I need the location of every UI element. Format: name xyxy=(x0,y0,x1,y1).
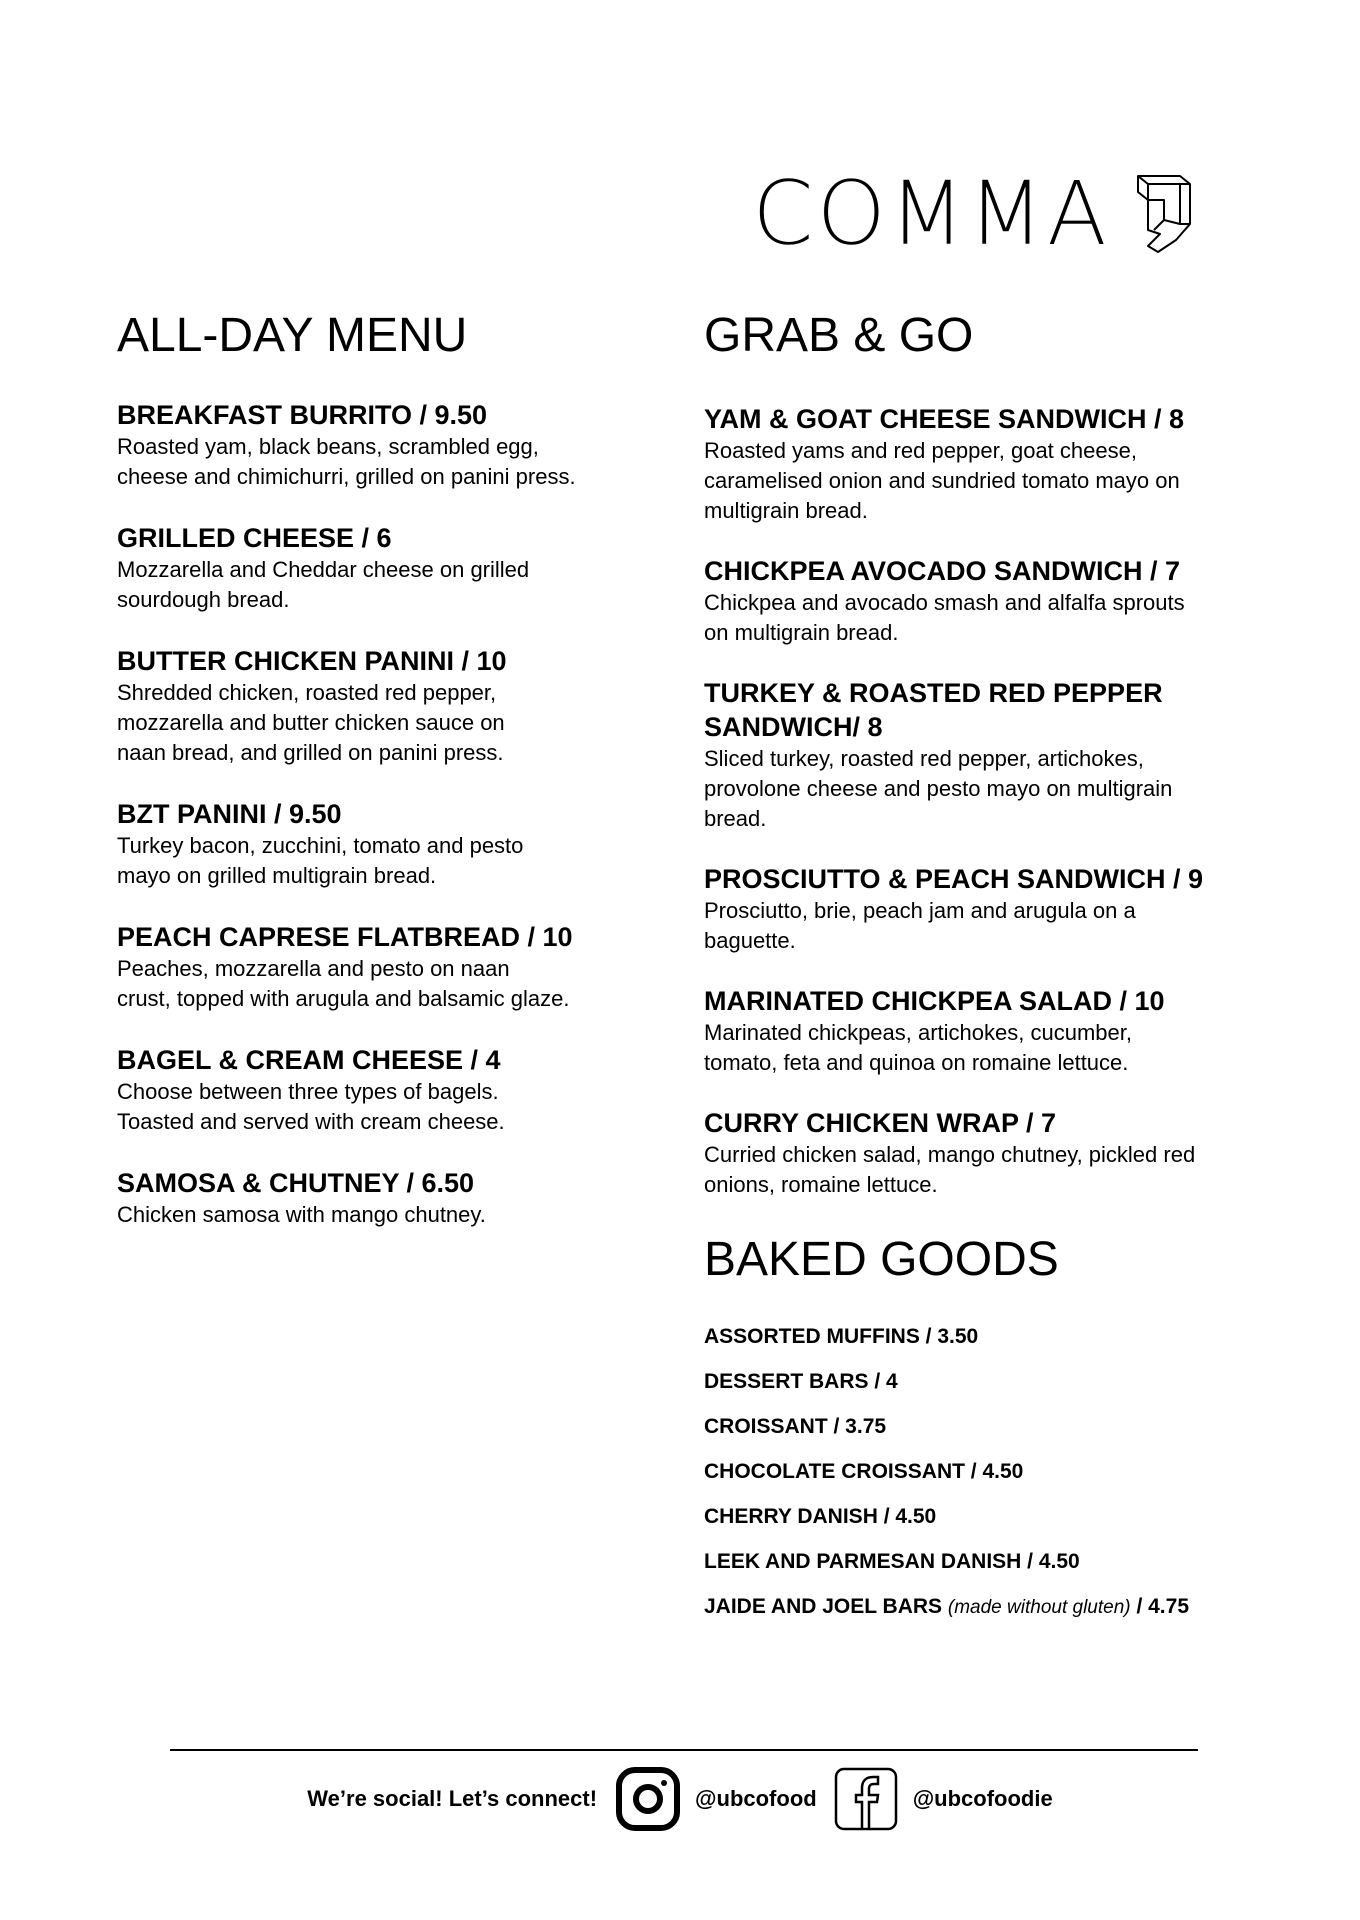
menu-item xyxy=(117,644,637,768)
menu-item-description-line: mayo on grilled multigrain bread. xyxy=(117,863,437,888)
menu-item-title: PEACH CAPRESE FLATBREAD / 10 xyxy=(117,922,573,952)
baked-item xyxy=(704,1584,1264,1630)
baked-item: LEEK AND PARMESAN DANISH / 4.50 xyxy=(704,1550,1080,1573)
menu-item xyxy=(117,797,637,891)
menu-item xyxy=(704,554,1264,648)
menu-item-description-line: Prosciutto, brie, peach jam and arugula on a xyxy=(704,898,1136,923)
menu-item-title xyxy=(704,402,1264,436)
menu-item-title xyxy=(704,862,1264,896)
menu-item-title xyxy=(704,554,1264,588)
menu-item xyxy=(117,1043,637,1137)
menu-item-description-line: Marinated chickpeas, artichokes, cucumber, xyxy=(704,1020,1132,1045)
menu-item-title xyxy=(704,984,1264,1018)
all-day-menu-title: ALL-DAY MENU xyxy=(117,309,468,362)
menu-item-title-line: MARINATED CHICKPEA SALAD / 10 xyxy=(704,986,1165,1016)
menu-item-title-line: YAM & GOAT CHEESE SANDWICH / 8 xyxy=(704,404,1185,434)
menu-item-title: BAGEL & CREAM CHEESE / 4 xyxy=(117,1045,501,1075)
menu-item-title xyxy=(704,676,1264,744)
menu-item xyxy=(704,1106,1264,1200)
menu-item-description-line: crust, topped with arugula and balsamic glaze. xyxy=(117,986,570,1011)
baked-item: CHERRY DANISH / 4.50 xyxy=(704,1505,937,1528)
menu-item-description xyxy=(117,954,637,1014)
menu-item xyxy=(117,920,637,1014)
menu-item-description xyxy=(704,1140,1264,1200)
grab-and-go-title: GRAB & GO xyxy=(704,309,974,362)
menu-item-description xyxy=(117,555,637,615)
menu-item-description xyxy=(117,678,637,768)
instagram-icon[interactable] xyxy=(615,1766,681,1832)
menu-item-description-line: Peaches, mozzarella and pesto on naan xyxy=(117,956,510,981)
menu-item-description-line: provolone cheese and pesto mayo on multigrain xyxy=(704,776,1173,801)
menu-item xyxy=(704,862,1264,956)
menu-item-description xyxy=(117,1077,637,1137)
menu-item-description xyxy=(704,588,1264,648)
facebook-icon[interactable] xyxy=(833,1766,899,1832)
baked-item-name: JAIDE AND JOEL BARS xyxy=(704,1595,943,1618)
menu-item-description xyxy=(117,1200,637,1230)
menu-item-description xyxy=(117,432,637,492)
menu-item-description-line: caramelised onion and sundried tomato mayo on xyxy=(704,468,1180,493)
menu-item-title: BREAKFAST BURRITO / 9.50 xyxy=(117,400,488,430)
comma-logo-icon xyxy=(1134,174,1192,254)
menu-item-description-line: Turkey bacon, zucchini, tomato and pesto xyxy=(117,833,524,858)
menu-item-title: SAMOSA & CHUTNEY / 6.50 xyxy=(117,1168,475,1198)
menu-item-description-line: sourdough bread. xyxy=(117,587,290,612)
menu-item-description xyxy=(704,896,1264,956)
menu-item-description-line: Shredded chicken, roasted red pepper, xyxy=(117,680,497,705)
menu-item-description-line: Roasted yams and red pepper, goat cheese, xyxy=(704,438,1137,463)
menu-item-title: BZT PANINI / 9.50 xyxy=(117,799,342,829)
all-day-menu-section xyxy=(117,309,637,1259)
footer xyxy=(0,1766,1360,1832)
menu-item-description-line: Curried chicken salad, mango chutney, pickled red xyxy=(704,1142,1196,1167)
menu-item-description-line: Chickpea and avocado smash and alfalfa sprouts xyxy=(704,590,1185,615)
menu-item-description-line: Toasted and served with cream cheese. xyxy=(117,1109,505,1134)
menu-item-description-line: Chicken samosa with mango chutney. xyxy=(117,1202,486,1227)
menu-item-title: GRILLED CHEESE / 6 xyxy=(117,523,392,553)
menu-item-title-line: CHICKPEA AVOCADO SANDWICH / 7 xyxy=(704,556,1181,586)
menu-item-title-line: SANDWICH/ 8 xyxy=(704,712,883,742)
menu-item-description-line: Roasted yam, black beans, scrambled egg, xyxy=(117,434,539,459)
baked-item: ASSORTED MUFFINS / 3.50 xyxy=(704,1325,979,1348)
menu-item-description-line: tomato, feta and quinoa on romaine lettuce. xyxy=(704,1050,1129,1075)
footer-text: We’re social! Let’s connect! xyxy=(307,1786,598,1811)
menu-item-description-line: naan bread, and grilled on panini press. xyxy=(117,740,504,765)
menu-item-description-line: Mozzarella and Cheddar cheese on grilled xyxy=(117,557,530,582)
menu-item-title-line: TURKEY & ROASTED RED PEPPER xyxy=(704,678,1163,708)
menu-item-description-line: onions, romaine lettuce. xyxy=(704,1172,938,1197)
baked-goods-title: BAKED GOODS xyxy=(704,1233,1059,1286)
menu-item-description xyxy=(704,436,1264,526)
menu-item-description-line: bread. xyxy=(704,806,767,831)
brand-name: COMMA xyxy=(752,162,1110,265)
baked-item: CROISSANT / 3.75 xyxy=(704,1415,887,1438)
menu-item xyxy=(704,676,1264,834)
footer-divider xyxy=(170,1749,1198,1751)
menu-item-title xyxy=(704,1106,1264,1140)
menu-item-title-line: CURRY CHICKEN WRAP / 7 xyxy=(704,1108,1057,1138)
menu-item-title: BUTTER CHICKEN PANINI / 10 xyxy=(117,646,507,676)
menu-item-description xyxy=(117,831,637,891)
menu-item-title-line: PROSCIUTTO & PEACH SANDWICH / 9 xyxy=(704,864,1204,894)
menu-item-description-line: multigrain bread. xyxy=(704,498,868,523)
baked-item: CHOCOLATE CROISSANT / 4.50 xyxy=(704,1460,1024,1483)
menu-item-description-line: mozzarella and butter chicken sauce on xyxy=(117,710,505,735)
menu-item xyxy=(704,984,1264,1078)
menu-item xyxy=(117,1166,637,1230)
instagram-handle[interactable]: @ubcofood xyxy=(695,1786,817,1811)
menu-item-description-line: baguette. xyxy=(704,928,796,953)
menu-item-description-line: on multigrain bread. xyxy=(704,620,899,645)
brand-logo xyxy=(752,162,1192,265)
menu-item-description xyxy=(704,1018,1264,1078)
menu-item-description xyxy=(704,744,1264,834)
menu-item xyxy=(704,402,1264,526)
baked-item: DESSERT BARS / 4 xyxy=(704,1370,898,1393)
right-column xyxy=(704,309,1264,1630)
baked-item-note: (made without gluten) xyxy=(947,1597,1131,1618)
menu-item xyxy=(117,521,637,615)
menu-item xyxy=(117,398,637,492)
baked-item-price: / 4.75 xyxy=(1136,1595,1189,1618)
menu-item-description-line: Sliced turkey, roasted red pepper, artichokes, xyxy=(704,746,1144,771)
menu-item-description-line: Choose between three types of bagels. xyxy=(117,1079,499,1104)
facebook-handle[interactable]: @ubcofoodie xyxy=(912,1786,1053,1811)
menu-item-description-line: cheese and chimichurri, grilled on panini press. xyxy=(117,464,576,489)
